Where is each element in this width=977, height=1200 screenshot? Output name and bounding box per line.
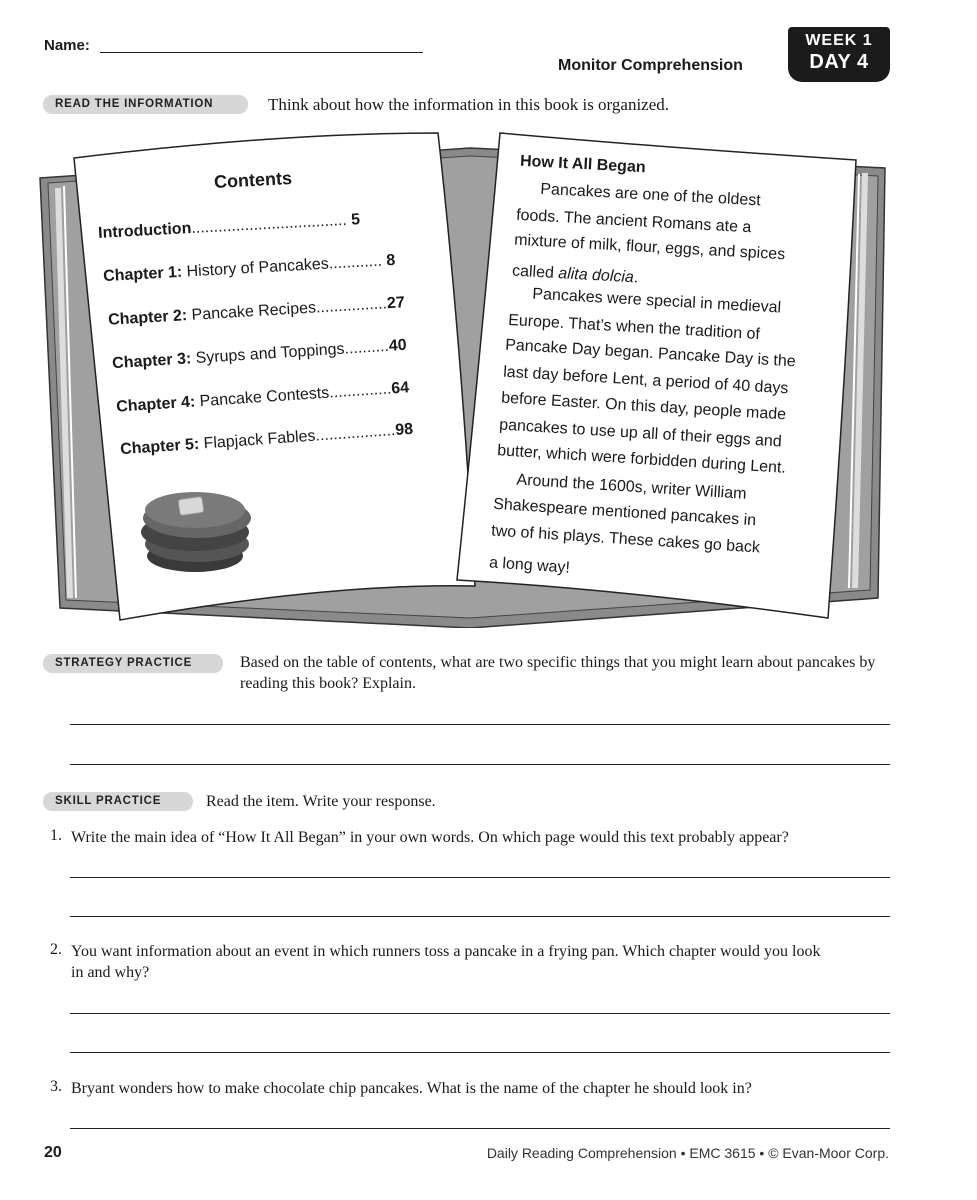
toc-title: Pancake Contests xyxy=(194,384,330,411)
story-line: two of his plays. These cakes go back xyxy=(490,521,761,557)
toc-page: 5 xyxy=(350,211,361,229)
toc-page: 8 xyxy=(385,251,396,270)
strategy-practice-tag: STRATEGY PRACTICE xyxy=(43,654,223,673)
toc-title: History of Pancakes xyxy=(181,255,330,281)
footer-credit: Daily Reading Comprehension • EMC 3615 • © Evan-Moor Corp. xyxy=(486,1145,889,1161)
toc-dots: .............. xyxy=(328,380,392,402)
story-line: butter, which were forbidden during Lent. xyxy=(496,442,787,477)
story-line: called alita dolcia. xyxy=(511,262,639,286)
toc-chapter-label: Chapter 5: xyxy=(119,435,200,459)
toc-dots: ............ xyxy=(328,252,383,273)
answer-line[interactable] xyxy=(70,724,890,725)
story-line: Around the 1600s, writer William xyxy=(494,469,747,503)
question-2-number: 2. xyxy=(50,941,62,958)
story-line: before Easter. On this day, people made xyxy=(500,389,787,424)
answer-line[interactable] xyxy=(70,1052,890,1053)
story-line: foods. The ancient Romans ate a xyxy=(515,206,752,236)
toc-chapter-label: Chapter 3: xyxy=(111,350,192,373)
toc-page: 27 xyxy=(386,294,406,313)
question-1-number: 1. xyxy=(50,827,62,844)
toc-page: 98 xyxy=(394,420,414,439)
story-line: a long way! xyxy=(488,554,571,577)
answer-line[interactable] xyxy=(70,877,890,878)
story-line: Pancakes were special in medieval xyxy=(509,284,782,317)
story-line: Pancake Day began. Pancake Day is the xyxy=(505,336,797,371)
story-line: pancakes to use up all of their eggs and xyxy=(498,416,783,450)
skill-prompt: Read the item. Write your response. xyxy=(206,793,436,810)
question-3-text: Bryant wonders how to make chocolate chip pancakes. What is the name of the chapter he should look in? xyxy=(71,1080,752,1097)
toc-dots: ................................... xyxy=(190,211,348,237)
answer-line[interactable] xyxy=(70,916,890,917)
story-title: How It All Began xyxy=(519,152,647,177)
answer-line[interactable] xyxy=(70,764,890,765)
toc-chapter-label: Chapter 1: xyxy=(102,263,183,286)
toc-page: 40 xyxy=(388,336,408,355)
toc-title: Pancake Recipes xyxy=(186,299,317,325)
answer-line[interactable] xyxy=(70,1128,890,1129)
toc-chapter-label: Chapter 4: xyxy=(115,393,196,416)
name-label: Name: xyxy=(44,37,90,54)
pancake-stack-image xyxy=(141,492,251,572)
story-line: mixture of milk, flour, eggs, and spices xyxy=(513,231,786,264)
question-3-number: 3. xyxy=(50,1078,62,1095)
question-1-text: Write the main idea of “How It All Began” in your own words. On which page would this text probably appear? xyxy=(71,829,789,846)
toc-title: Introduction xyxy=(97,219,192,242)
story-line: Europe. That’s when the tradition of xyxy=(507,311,760,343)
toc-title: Syrups and Toppings xyxy=(190,340,346,368)
book-illustration xyxy=(30,128,890,628)
strategy-prompt: Based on the table of contents, what are two specific things that you might learn about pancakes by reading this book? Explain. xyxy=(240,654,876,692)
toc-dots: .......... xyxy=(343,337,390,358)
day-label: DAY 4 xyxy=(809,51,869,73)
contents-title: Contents xyxy=(213,167,293,193)
page-number: 20 xyxy=(44,1144,62,1161)
toc-title: Flapjack Fables xyxy=(198,427,317,453)
skill-practice-tag: SKILL PRACTICE xyxy=(43,792,193,811)
name-field-line[interactable] xyxy=(100,52,423,53)
week-label: WEEK 1 xyxy=(805,32,873,49)
week-day-badge xyxy=(788,27,890,82)
story-line: Pancakes are one of the oldest xyxy=(517,179,762,210)
toc-chapter-label: Chapter 2: xyxy=(107,307,188,329)
toc-page: 64 xyxy=(390,379,410,398)
read-info-tag: READ THE INFORMATION xyxy=(43,95,248,114)
story-line: last day before Lent, a period of 40 days xyxy=(503,363,790,397)
question-2-text: You want information about an event in which runners toss a pancake in a frying pan. Which chapter would you look in and why? xyxy=(71,943,821,981)
skill-title: Monitor Comprehension xyxy=(558,57,743,74)
read-info-prompt: Think about how the information in this book is organized. xyxy=(268,95,670,114)
toc-dots: ................ xyxy=(315,295,388,317)
story-line: Shakespeare mentioned pancakes in xyxy=(492,495,757,530)
toc-dots: .................. xyxy=(314,422,396,445)
answer-line[interactable] xyxy=(70,1013,890,1014)
